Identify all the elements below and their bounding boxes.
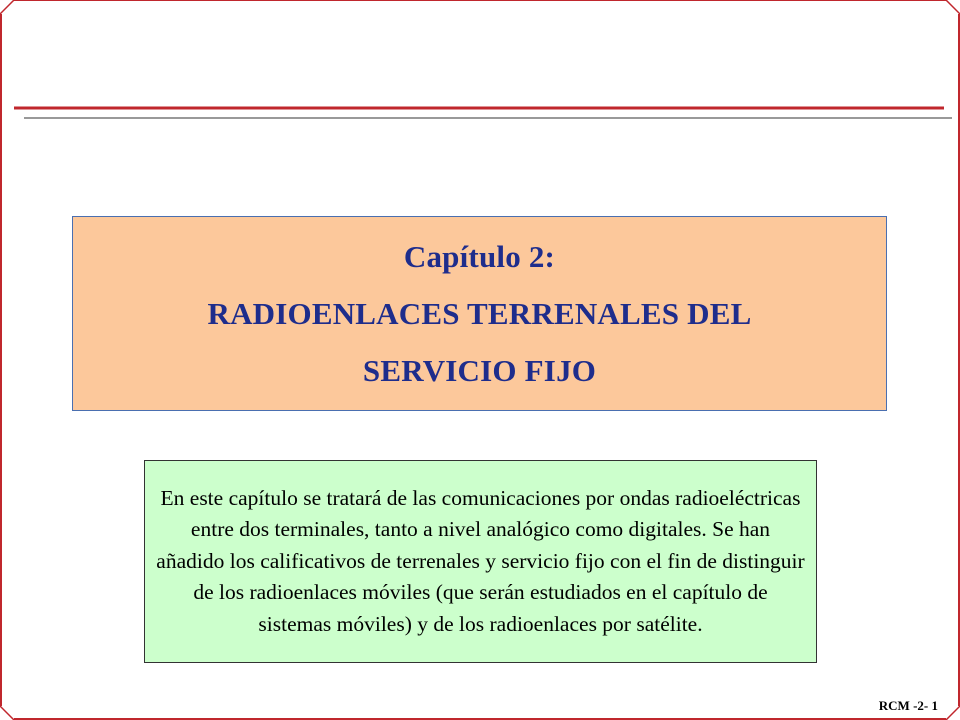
chapter-title-line-2: SERVICIO FIJO: [362, 353, 597, 388]
chapter-label: Capítulo 2:: [403, 239, 556, 274]
chapter-title-box: [72, 216, 887, 411]
slide-number: RCM -2- 1: [878, 698, 938, 713]
frame-corner-tl: [0, 0, 14, 14]
chapter-title-line-1: RADIOENLACES TERRENALES DEL: [207, 296, 752, 331]
chapter-description-box: [144, 460, 817, 663]
frame-corner-br: [946, 706, 960, 720]
frame-corner-bl: [0, 706, 14, 720]
chapter-description-text: En este capítulo se tratará de las comunicaciones por ondas radioeléctricas entre dos terminales, tanto a nivel analógico como digitales. Se han añadido los calificativos de terrenales y servicio fijo con el fin de distinguir de los radioenlaces móviles (que serán estudiados en el capítulo de sistemas móviles) y de los radioenlaces por satélite.: [156, 485, 805, 636]
frame-corner-tr: [946, 0, 960, 14]
